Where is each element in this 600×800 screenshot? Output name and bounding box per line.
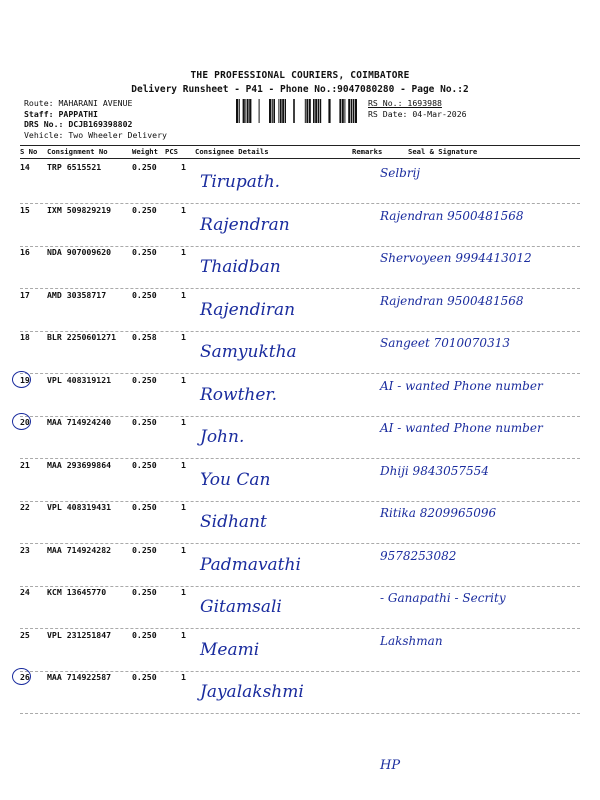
barcode-bar xyxy=(348,99,350,123)
company-title: THE PROFESSIONAL COURIERS, COIMBATORE xyxy=(190,70,410,81)
drs-text: DRS No.: DCJB169398802 xyxy=(24,119,133,129)
seal-signature-handwriting: 9578253082 xyxy=(380,548,457,563)
rs-number: RS No.: 1693988 xyxy=(368,98,442,108)
consignee-handwriting: Padmavathi xyxy=(200,554,301,575)
cell-sno: 17 xyxy=(20,289,30,300)
seal-signature-handwriting: Sangeet 7010070313 xyxy=(380,336,510,350)
cell-weight: 0.250 xyxy=(132,289,157,300)
consignee-handwriting: Sidhant xyxy=(200,512,267,532)
cell-sno: 16 xyxy=(20,247,30,257)
barcode-bar xyxy=(318,99,319,123)
cell-consignment: NDA 907009620 xyxy=(47,247,112,257)
runsheet-meta xyxy=(24,98,167,140)
cell-weight: 0.258 xyxy=(132,332,157,342)
seal-signature-handwriting: Dhiji 9843057554 xyxy=(380,463,489,478)
table-row xyxy=(20,162,580,204)
cell-weight: 0.250 xyxy=(132,544,157,555)
barcode-bar xyxy=(273,99,275,123)
cell-sno: 21 xyxy=(20,459,30,470)
cell-consignment: MAA 714922587 xyxy=(47,672,112,682)
cell-consignment: BLR 2250601271 xyxy=(47,332,117,342)
cell-pcs: 1 xyxy=(181,417,186,427)
cell-sno: 14 xyxy=(20,162,30,172)
staff-text: Staff: PAPPATHI xyxy=(24,108,98,119)
seal-signature-handwriting: Ritika 8209965096 xyxy=(380,506,497,520)
cell-pcs: 1 xyxy=(181,204,186,215)
consignee-handwriting: Thaidban xyxy=(200,257,281,277)
barcode-bar xyxy=(249,99,251,123)
col-weight: Weight xyxy=(132,147,158,156)
barcode-bar xyxy=(282,99,284,123)
cell-consignment: MAA 714924240 xyxy=(47,417,112,427)
seal-signature-handwriting: Lakshman xyxy=(380,633,443,648)
cell-pcs: 1 xyxy=(181,459,186,470)
seal-signature-handwriting: Rajendran 9500481568 xyxy=(380,293,524,308)
header-top-rule xyxy=(20,145,580,146)
barcode-bar xyxy=(344,99,345,123)
consignee-handwriting: Meami xyxy=(200,639,260,660)
cell-pcs: 1 xyxy=(181,629,186,640)
runsheet-title: Delivery Runsheet - P41 - Phone No.:9047080280 - Page No.:2 xyxy=(131,84,469,95)
table-row xyxy=(20,290,580,332)
seal-signature-handwriting: Shervoyeen 9994413012 xyxy=(380,251,532,265)
cell-weight: 0.250 xyxy=(132,587,157,597)
cell-weight: 0.250 xyxy=(132,162,157,172)
cell-consignment: AMD 30358717 xyxy=(47,289,107,300)
sno-circle-mark xyxy=(12,668,31,685)
consignee-handwriting: Samyuktha xyxy=(200,342,297,362)
barcode-bar xyxy=(269,99,271,123)
barcode-bar xyxy=(339,99,341,123)
col-pcs: PCS xyxy=(165,147,178,156)
cell-sno: 18 xyxy=(20,332,30,342)
barcode-bar xyxy=(320,99,322,123)
cell-consignment: TRP 6515521 xyxy=(47,162,102,172)
seal-signature-handwriting: AI - wanted Phone number xyxy=(380,378,543,393)
cell-weight: 0.250 xyxy=(132,247,157,257)
barcode-bar xyxy=(243,99,245,123)
table-row xyxy=(20,502,580,544)
cell-weight: 0.250 xyxy=(132,672,157,682)
cell-pcs: 1 xyxy=(181,162,186,172)
header-bottom-rule xyxy=(20,158,580,159)
cell-weight: 0.250 xyxy=(132,629,157,640)
table-row xyxy=(20,587,580,629)
cell-sno: 22 xyxy=(20,502,30,512)
cell-consignment: KCM 13645770 xyxy=(47,587,107,597)
consignee-handwriting: Jayalakshmi xyxy=(200,682,304,702)
cell-sno: 15 xyxy=(20,204,30,215)
cell-sno: 24 xyxy=(20,587,30,597)
footer-initials: HP xyxy=(380,758,401,773)
barcode-bar xyxy=(306,99,308,123)
table-row xyxy=(20,332,580,374)
col-consignment: Consignment No xyxy=(47,147,108,156)
cell-pcs: 1 xyxy=(181,502,186,512)
cell-weight: 0.250 xyxy=(132,417,157,427)
consignee-handwriting: Rowther. xyxy=(200,384,278,405)
barcode-bar xyxy=(305,99,306,123)
barcode-bar xyxy=(351,99,352,123)
barcode-image xyxy=(236,99,364,123)
barcode-bar xyxy=(285,99,286,123)
table-row xyxy=(20,630,580,672)
col-sno: S No xyxy=(20,147,38,156)
table-row xyxy=(20,672,580,714)
cell-sno: 25 xyxy=(20,629,30,640)
sno-circle-mark xyxy=(12,413,31,430)
seal-signature-handwriting: Selbrij xyxy=(380,166,421,180)
cell-consignment: MAA 714924282 xyxy=(47,544,112,555)
cell-pcs: 1 xyxy=(181,544,186,555)
consignee-handwriting: Gitamsali xyxy=(200,597,282,617)
route-text: Route: MAHARANI AVENUE xyxy=(24,98,133,108)
barcode-bar xyxy=(353,99,355,123)
rs-info xyxy=(368,98,467,119)
cell-consignment: VPL 231251847 xyxy=(47,629,112,640)
seal-signature-handwriting: - Ganapathi - Secrity xyxy=(380,591,506,605)
row-separator xyxy=(20,713,580,714)
consignee-handwriting: You Can xyxy=(200,469,271,490)
cell-consignment: IXM 509829219 xyxy=(47,204,112,215)
table-row xyxy=(20,205,580,247)
cell-consignment: VPL 408319431 xyxy=(47,502,112,512)
col-remarks: Remarks xyxy=(352,147,383,156)
barcode-bar xyxy=(259,99,260,123)
cell-sno: 20 xyxy=(20,417,30,427)
cell-pcs: 1 xyxy=(181,332,186,342)
barcode-bar xyxy=(239,99,240,123)
barcode-bar xyxy=(272,99,273,123)
barcode-bar xyxy=(278,99,279,123)
barcode-bar xyxy=(236,99,238,123)
cell-pcs: 1 xyxy=(181,289,186,300)
barcode-bar xyxy=(247,99,249,123)
barcode-bar xyxy=(355,99,357,123)
col-consignee: Consignee Details xyxy=(195,147,269,156)
consignee-handwriting: Rajendiran xyxy=(200,299,296,320)
barcode-bar xyxy=(309,99,311,123)
consignee-handwriting: Tirupath. xyxy=(200,172,281,192)
barcode-bar xyxy=(280,99,282,123)
seal-signature-handwriting: AI - wanted Phone number xyxy=(380,421,543,435)
barcode-bar xyxy=(315,99,317,123)
cell-consignment: VPL 408319121 xyxy=(47,374,112,385)
cell-sno: 26 xyxy=(20,672,30,682)
cell-weight: 0.250 xyxy=(132,502,157,512)
table-row xyxy=(20,247,580,289)
barcode-bar xyxy=(293,99,295,123)
table-row xyxy=(20,460,580,502)
rs-date: RS Date: 04-Mar-2026 xyxy=(368,108,467,119)
sno-circle-mark xyxy=(12,371,31,388)
table-row xyxy=(20,375,580,417)
cell-sno: 23 xyxy=(20,544,30,555)
consignee-handwriting: Rajendran xyxy=(200,214,290,235)
consignee-handwriting: John. xyxy=(200,427,245,447)
table-row xyxy=(20,417,580,459)
cell-weight: 0.250 xyxy=(132,459,157,470)
cell-pcs: 1 xyxy=(181,374,186,385)
cell-consignment: MAA 293699864 xyxy=(47,459,112,470)
barcode-bar xyxy=(245,99,246,123)
cell-pcs: 1 xyxy=(181,672,186,682)
cell-pcs: 1 xyxy=(181,247,186,257)
barcode-bar xyxy=(328,99,330,123)
cell-sno: 19 xyxy=(20,374,30,385)
vehicle-text: Vehicle: Two Wheeler Delivery xyxy=(24,129,167,140)
cell-weight: 0.250 xyxy=(132,204,157,215)
barcode-bar xyxy=(313,99,315,123)
barcode-bar xyxy=(342,99,344,123)
cell-pcs: 1 xyxy=(181,587,186,597)
cell-weight: 0.250 xyxy=(132,374,157,385)
table-row xyxy=(20,545,580,587)
col-seal: Seal & Signature xyxy=(408,147,478,156)
seal-signature-handwriting: Rajendran 9500481568 xyxy=(380,208,524,223)
